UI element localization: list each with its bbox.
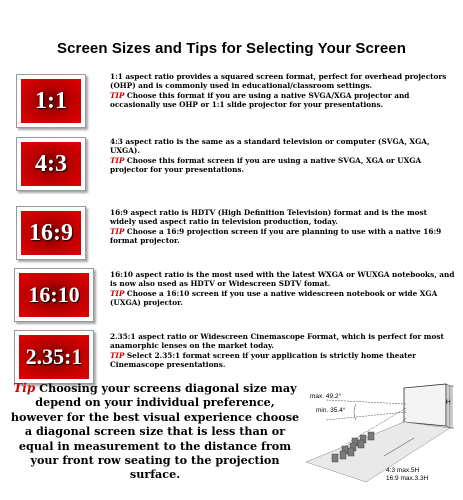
badge-2-35-1 — [14, 330, 94, 384]
format-row-1-1 — [0, 70, 463, 134]
badge-label: 16:10 — [28, 282, 80, 307]
room-floor — [306, 422, 450, 482]
badge-label: 2.35:1 — [25, 344, 83, 369]
bottom-tip — [10, 381, 300, 482]
max-angle-label: max. 49.2° — [310, 393, 342, 400]
format-row-16-10 — [0, 264, 463, 328]
format-description — [110, 137, 455, 175]
format-description — [110, 72, 455, 110]
format-tip: Choose this format if you are using a native SVGA/XGA projector and occasionally use OHP or 1:1 slide projector for your presentations. — [110, 90, 410, 110]
format-tip: Choose this format screen if you are using a native SVGA, XGA or UXGA projector for your presentations. — [110, 155, 422, 175]
format-text: 16:9 aspect ratio is HDTV (High Definition Television) format and is the most widely used aspect ratio in television production, today. — [110, 208, 428, 227]
badge-1-1 — [16, 74, 86, 128]
format-text: 1:1 aspect ratio provides a squared screen format, perfect for overhead projectors (OHP) and is commonly used in educational/classroom settings. — [110, 72, 447, 91]
format-text: 4:3 aspect ratio is the same as a standard television or computer (SVGA, XGA, UXGA). — [110, 137, 430, 156]
badge-label: 4:3 — [35, 151, 67, 177]
format-description — [110, 208, 455, 246]
height-label: H — [446, 399, 451, 406]
tip-label: TIP — [110, 226, 125, 236]
bottom-tip-text: Choosing your screens diagonal size may depend on your individual preference, however for the best visual experience choose a diagonal screen size that is less than or equal in measurement to the distance from your front row seating to the projection surface. — [10, 381, 300, 482]
format-tip: Choose a 16:9 projection screen if you are planning to use with a native 16:9 format projector. — [110, 226, 442, 246]
format-row-4-3 — [0, 133, 463, 197]
format-tip: Choose a 16:10 screen if you use a native widescreen notebook or wide XGA (UXGA) projector. — [110, 288, 438, 308]
format-description — [110, 270, 455, 308]
format-row-16-9 — [0, 202, 463, 266]
format-tip: Select 2.35:1 format screen if your application is strictly home theater Cinemascope presentations. — [110, 350, 417, 370]
viewing-distance-diagram — [296, 382, 456, 490]
badge-label: 1:1 — [35, 88, 67, 114]
tip-label: TIP — [110, 155, 125, 165]
badge-4-3 — [16, 137, 86, 191]
page-title: Screen Sizes and Tips for Selecting Your Screen — [57, 40, 406, 57]
format-text: 2.35:1 aspect ratio or Widescreen Cinemascope Format, which is perfect for most anamorphic lenses on the market today. — [110, 332, 444, 351]
bottom-tip-label: Tip — [13, 381, 36, 395]
badge-16-10 — [14, 268, 94, 322]
badge-label: 16:9 — [29, 220, 73, 246]
format-description — [110, 332, 455, 370]
ratio-4-3-label: 4:3 max.5H — [386, 467, 420, 474]
tip-label: TIP — [110, 350, 125, 360]
ratio-16-9-label: 16:9 max.3.3H — [386, 475, 429, 482]
screen-illustration — [404, 384, 454, 428]
tip-label: TIP — [110, 90, 125, 100]
format-text: 16:10 aspect ratio is the most used with the latest WXGA or WUXGA notebooks, and is now also used as HDTV or Widescreen SDTV fomat. — [110, 270, 455, 289]
min-angle-label: min. 35.4° — [316, 407, 346, 414]
tip-label: TIP — [110, 288, 125, 298]
badge-16-9 — [16, 206, 86, 260]
